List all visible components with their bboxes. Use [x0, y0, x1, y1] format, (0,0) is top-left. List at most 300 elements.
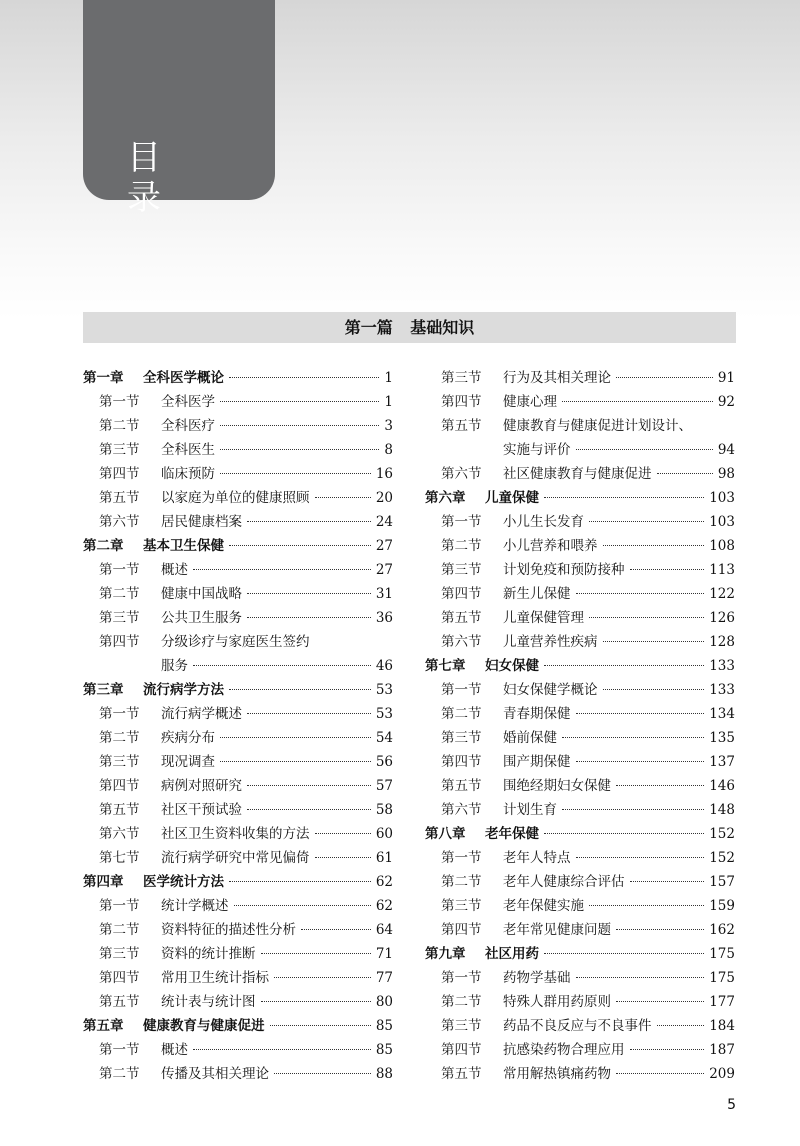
toc-entry-page: 134 — [709, 706, 735, 722]
toc-entry-page: 152 — [709, 826, 735, 842]
toc-entry-number: 第三节 — [99, 442, 140, 458]
toc-section-entry[interactable] — [83, 582, 393, 606]
toc-entry-title: 以家庭为单位的健康照顾 — [161, 490, 310, 506]
toc-entry-title: 社区干预试验 — [161, 802, 242, 818]
toc-entry-title: 全科医学 — [161, 394, 215, 410]
toc-section-entry[interactable] — [425, 1014, 735, 1038]
dot-leader — [544, 665, 704, 666]
toc-entry-number: 第八章 — [425, 826, 466, 842]
dot-leader — [562, 401, 713, 402]
toc-section-entry[interactable] — [83, 894, 393, 918]
toc-entry-title: 实施与评价 — [503, 442, 571, 458]
toc-entry-number: 第二节 — [99, 922, 140, 938]
toc-entry-title: 常用解热镇痛药物 — [503, 1066, 611, 1082]
toc-entry-number: 第五节 — [99, 490, 140, 506]
toc-entry-title: 统计表与统计图 — [161, 994, 256, 1010]
dot-leader — [247, 617, 371, 618]
dot-leader — [616, 1001, 704, 1002]
toc-entry-title: 妇女保健学概论 — [503, 682, 598, 698]
toc-section-entry[interactable] — [83, 606, 393, 630]
toc-chapter-entry[interactable] — [83, 534, 393, 558]
dot-leader — [630, 569, 705, 570]
dot-leader — [630, 881, 705, 882]
page-number: 5 — [727, 1097, 736, 1113]
toc-entry-number: 第四节 — [99, 778, 140, 794]
toc-entry-number: 第三节 — [441, 562, 482, 578]
toc-entry-page: 175 — [709, 970, 735, 986]
dot-leader — [247, 593, 371, 594]
toc-entry-title: 青春期保健 — [503, 706, 571, 722]
toc-entry-number: 第一节 — [99, 1042, 140, 1058]
toc-section-entry[interactable] — [425, 678, 735, 702]
dot-leader — [562, 809, 704, 810]
dot-leader — [603, 545, 705, 546]
toc-entry-number: 第三节 — [99, 946, 140, 962]
toc-entry-page: 148 — [709, 802, 735, 818]
toc-section-entry[interactable] — [425, 870, 735, 894]
toc-entry-page: 62 — [375, 874, 393, 890]
toc-entry-page: 126 — [709, 610, 735, 626]
toc-entry-page: 27 — [375, 562, 393, 578]
toc-entry-number: 第四节 — [99, 466, 140, 482]
toc-section-entry[interactable] — [425, 846, 735, 870]
toc-entry-number: 第一章 — [83, 370, 124, 386]
toc-entry-number: 第六节 — [99, 826, 140, 842]
toc-entry-title: 概述 — [161, 1042, 188, 1058]
toc-entry-number: 第六节 — [441, 802, 482, 818]
toc-section-entry[interactable] — [83, 438, 393, 462]
toc-section-entry[interactable] — [425, 558, 735, 582]
toc-entry-page: 187 — [709, 1042, 735, 1058]
dot-leader — [603, 689, 705, 690]
dot-leader — [544, 497, 704, 498]
toc-section-entry[interactable] — [83, 942, 393, 966]
toc-section-entry[interactable] — [425, 390, 735, 414]
toc-entry-number: 第二节 — [441, 994, 482, 1010]
dot-leader — [229, 545, 371, 546]
dot-leader — [234, 905, 371, 906]
toc-entry-page: 162 — [709, 922, 735, 938]
toc-entry-title: 健康教育与健康促进 — [143, 1018, 265, 1034]
toc-entry-title: 药品不良反应与不良事件 — [503, 1018, 652, 1034]
toc-entry-number: 第三节 — [99, 754, 140, 770]
toc-entry-page: 157 — [709, 874, 735, 890]
dot-leader — [616, 929, 704, 930]
toc-section-entry[interactable] — [83, 750, 393, 774]
toc-entry-page: 58 — [375, 802, 393, 818]
toc-entry-title: 社区用药 — [485, 946, 539, 962]
toc-entry-title: 儿童保健 — [485, 490, 539, 506]
toc-entry-title: 健康中国战略 — [161, 586, 242, 602]
toc-entry-title: 健康心理 — [503, 394, 557, 410]
toc-entry-number: 第三章 — [83, 682, 124, 698]
toc-entry-title: 老年人健康综合评估 — [503, 874, 625, 890]
toc-entry-title: 分级诊疗与家庭医生签约 — [161, 634, 310, 650]
toc-entry-page: 53 — [375, 706, 393, 722]
toc-section-entry[interactable] — [425, 726, 735, 750]
dot-leader — [315, 497, 371, 498]
toc-entry-page: 77 — [375, 970, 393, 986]
toc-section-entry[interactable] — [425, 798, 735, 822]
toc-section-entry[interactable] — [425, 966, 735, 990]
toc-entry-title: 老年常见健康问题 — [503, 922, 611, 938]
toc-entry-title: 儿童保健管理 — [503, 610, 584, 626]
toc-entry-number: 第四节 — [441, 922, 482, 938]
toc-entry-page: 31 — [375, 586, 393, 602]
toc-chapter-entry[interactable] — [83, 366, 393, 390]
dot-leader — [657, 473, 713, 474]
toc-entry-number: 第二节 — [441, 706, 482, 722]
toc-right-column — [425, 366, 735, 1086]
toc-section-entry[interactable] — [83, 510, 393, 534]
toc-entry-page: 60 — [375, 826, 393, 842]
toc-section-entry[interactable] — [425, 990, 735, 1014]
toc-entry-page: 71 — [375, 946, 393, 962]
toc-entry-page: 64 — [375, 922, 393, 938]
toc-entry-number: 第五节 — [441, 610, 482, 626]
toc-entry-page: 122 — [709, 586, 735, 602]
toc-section-entry[interactable] — [83, 558, 393, 582]
toc-entry-number: 第五节 — [441, 418, 482, 434]
toc-section-entry[interactable] — [425, 1062, 735, 1086]
toc-section-entry[interactable] — [425, 702, 735, 726]
dot-leader — [576, 761, 705, 762]
toc-section-entry[interactable] — [83, 486, 393, 510]
toc-section-entry[interactable] — [425, 918, 735, 942]
toc-entry-title: 病例对照研究 — [161, 778, 242, 794]
toc-entry-title: 资料特征的描述性分析 — [161, 922, 296, 938]
toc-entry-page: 85 — [375, 1042, 393, 1058]
toc-section-entry[interactable] — [83, 414, 393, 438]
toc-entry-page: 1 — [384, 394, 393, 410]
toc-entry-page: 56 — [375, 754, 393, 770]
dot-leader — [315, 857, 371, 858]
toc-entry-page: 27 — [375, 538, 393, 554]
toc-entry-number: 第二节 — [441, 874, 482, 890]
dot-leader — [616, 1073, 704, 1074]
toc-entry-number: 第二节 — [99, 730, 140, 746]
toc-entry-page: 108 — [709, 538, 735, 554]
toc-entry-title: 计划免疫和预防接种 — [503, 562, 625, 578]
toc-entry-title: 围产期保健 — [503, 754, 571, 770]
toc-entry-title: 基本卫生保健 — [143, 538, 224, 554]
toc-entry-page: 135 — [709, 730, 735, 746]
dot-leader — [616, 785, 704, 786]
toc-entry-number: 第四章 — [83, 874, 124, 890]
toc-chapter-entry[interactable] — [83, 678, 393, 702]
toc-entry-title: 药物学基础 — [503, 970, 571, 986]
toc-entry-page: 152 — [709, 850, 735, 866]
toc-entry-number: 第六节 — [99, 514, 140, 530]
toc-entry-page: 62 — [375, 898, 393, 914]
dot-leader — [576, 857, 705, 858]
toc-entry-number: 第五节 — [441, 778, 482, 794]
toc-entry-title: 疾病分布 — [161, 730, 215, 746]
toc-entry-page: 24 — [375, 514, 393, 530]
dot-leader — [220, 737, 371, 738]
toc-entry-page: 16 — [375, 466, 393, 482]
toc-entry-title: 概述 — [161, 562, 188, 578]
dot-leader — [301, 929, 371, 930]
toc-entry-number: 第四节 — [441, 394, 482, 410]
toc-entry-number: 第一节 — [99, 706, 140, 722]
toc-entry-page: 1 — [384, 370, 393, 386]
dot-leader — [576, 593, 705, 594]
toc-entry-number: 第五节 — [99, 994, 140, 1010]
toc-entry-number: 第四节 — [441, 754, 482, 770]
toc-entry-title: 全科医生 — [161, 442, 215, 458]
toc-entry-title: 资料的统计推断 — [161, 946, 256, 962]
toc-entry-title: 社区健康教育与健康促进 — [503, 466, 652, 482]
part-heading: 第一篇 基础知识 — [83, 312, 736, 343]
toc-section-entry[interactable] — [425, 582, 735, 606]
dot-leader — [247, 809, 371, 810]
dot-leader — [576, 977, 705, 978]
dot-leader — [576, 449, 713, 450]
toc-entry-number: 第一节 — [441, 682, 482, 698]
toc-section-entry[interactable] — [425, 630, 735, 654]
toc-section-entry[interactable] — [425, 438, 735, 462]
dot-leader — [220, 401, 379, 402]
toc-title-tab — [83, 0, 275, 218]
toc-entry-page: 92 — [717, 394, 735, 410]
toc-entry-number: 第一节 — [99, 562, 140, 578]
toc-entry-title: 老年保健 — [485, 826, 539, 842]
toc-section-entry[interactable] — [83, 390, 393, 414]
toc-section-entry[interactable] — [83, 702, 393, 726]
dot-leader — [229, 881, 371, 882]
toc-entry-title: 健康教育与健康促进计划设计、 — [503, 418, 692, 434]
toc-entry-page: 209 — [709, 1066, 735, 1082]
toc-section-entry[interactable] — [83, 726, 393, 750]
toc-entry-title: 居民健康档案 — [161, 514, 242, 530]
toc-entry-title: 全科医疗 — [161, 418, 215, 434]
toc-entry-number: 第四节 — [441, 1042, 482, 1058]
toc-section-entry[interactable] — [83, 774, 393, 798]
toc-entry-number: 第二节 — [99, 1066, 140, 1082]
toc-entry-page: 137 — [709, 754, 735, 770]
toc-entry-number: 第七节 — [99, 850, 140, 866]
toc-entry-number: 第二章 — [83, 538, 124, 554]
toc-entry-title: 公共卫生服务 — [161, 610, 242, 626]
dot-leader — [657, 1025, 705, 1026]
toc-section-entry[interactable] — [83, 822, 393, 846]
dot-leader — [630, 1049, 705, 1050]
dot-leader — [220, 449, 379, 450]
toc-entry-page: 46 — [375, 658, 393, 674]
toc-entry-title: 妇女保健 — [485, 658, 539, 674]
toc-entry-title: 常用卫生统计指标 — [161, 970, 269, 986]
toc-entry-number: 第四节 — [99, 970, 140, 986]
toc-entry-number: 第一节 — [441, 850, 482, 866]
dot-leader — [261, 953, 371, 954]
toc-section-entry[interactable] — [425, 510, 735, 534]
toc-section-entry[interactable] — [83, 966, 393, 990]
dot-leader — [261, 1001, 371, 1002]
toc-entry-page: 8 — [384, 442, 393, 458]
dot-leader — [562, 737, 704, 738]
toc-section-entry[interactable] — [425, 894, 735, 918]
toc-entry-title: 小儿营养和喂养 — [503, 538, 598, 554]
toc-entry-number: 第一节 — [441, 514, 482, 530]
toc-entry-number: 第一节 — [441, 970, 482, 986]
toc-entry-page: 94 — [717, 442, 735, 458]
toc-entry-page: 133 — [709, 682, 735, 698]
dot-leader — [544, 953, 704, 954]
toc-chapter-entry[interactable] — [425, 486, 735, 510]
toc-section-entry[interactable] — [425, 366, 735, 390]
toc-entry-title: 流行病学概述 — [161, 706, 242, 722]
toc-entry-page: 80 — [375, 994, 393, 1010]
toc-entry-number: 第三节 — [441, 898, 482, 914]
toc-entry-page: 88 — [375, 1066, 393, 1082]
toc-section-entry[interactable] — [83, 654, 393, 678]
toc-section-entry[interactable] — [425, 1038, 735, 1062]
toc-section-entry[interactable] — [425, 606, 735, 630]
toc-entry-page: 113 — [709, 562, 735, 578]
dot-leader — [315, 833, 371, 834]
dot-leader — [544, 833, 704, 834]
toc-entry-page: 177 — [709, 994, 735, 1010]
toc-entry-page: 175 — [709, 946, 735, 962]
toc-entry-page: 103 — [709, 514, 735, 530]
toc-entry-number: 第三节 — [441, 370, 482, 386]
dot-leader — [274, 1073, 371, 1074]
toc-entry-page: 184 — [709, 1018, 735, 1034]
dot-leader — [270, 1025, 371, 1026]
toc-chapter-entry[interactable] — [425, 942, 735, 966]
toc-entry-page: 146 — [709, 778, 735, 794]
dot-leader — [589, 617, 704, 618]
toc-left-column — [83, 366, 393, 1086]
toc-entry-page: 61 — [375, 850, 393, 866]
toc-entry-number: 第二节 — [99, 418, 140, 434]
dot-leader — [220, 425, 379, 426]
toc-entry-title: 行为及其相关理论 — [503, 370, 611, 386]
toc-section-entry[interactable] — [425, 462, 735, 486]
toc-entry-title: 抗感染药物合理应用 — [503, 1042, 625, 1058]
toc-entry-title: 传播及其相关理论 — [161, 1066, 269, 1082]
dot-leader — [589, 521, 704, 522]
dot-leader — [220, 761, 371, 762]
toc-entry-page: 57 — [375, 778, 393, 794]
toc-entry-number: 第二节 — [441, 538, 482, 554]
toc-entry-page: 98 — [717, 466, 735, 482]
toc-section-entry[interactable] — [425, 774, 735, 798]
toc-entry-number: 第三节 — [441, 1018, 482, 1034]
toc-entry-title: 特殊人群用药原则 — [503, 994, 611, 1010]
toc-entry-title: 服务 — [161, 658, 188, 674]
toc-entry-number: 第四节 — [441, 586, 482, 602]
toc-entry-number: 第六章 — [425, 490, 466, 506]
toc-entry-page: 128 — [709, 634, 735, 650]
dot-leader — [247, 785, 371, 786]
toc-entry-number: 第四节 — [99, 634, 140, 650]
toc-entry-number: 第三节 — [99, 610, 140, 626]
toc-entry-page: 36 — [375, 610, 393, 626]
toc-entry-number: 第二节 — [99, 586, 140, 602]
dot-leader — [616, 377, 713, 378]
dot-leader — [229, 377, 379, 378]
toc-section-entry[interactable] — [425, 414, 735, 438]
toc-entry-number: 第五节 — [99, 802, 140, 818]
toc-entry-number: 第六节 — [441, 634, 482, 650]
toc-section-entry[interactable] — [83, 462, 393, 486]
toc-entry-number: 第九章 — [425, 946, 466, 962]
toc-entry-title: 儿童营养性疾病 — [503, 634, 598, 650]
toc-entry-page: 3 — [384, 418, 393, 434]
dot-leader — [220, 473, 371, 474]
toc-entry-page: 85 — [375, 1018, 393, 1034]
toc-section-entry[interactable] — [83, 990, 393, 1014]
toc-entry-page: 54 — [375, 730, 393, 746]
toc-section-entry[interactable] — [83, 798, 393, 822]
toc-chapter-entry[interactable] — [83, 870, 393, 894]
toc-entry-title: 医学统计方法 — [143, 874, 224, 890]
toc-chapter-entry[interactable] — [425, 822, 735, 846]
toc-entry-number: 第一节 — [99, 898, 140, 914]
toc-entry-title: 流行病学方法 — [143, 682, 224, 698]
toc-entry-title: 全科医学概论 — [143, 370, 224, 386]
toc-section-entry[interactable] — [83, 918, 393, 942]
toc-section-entry[interactable] — [425, 750, 735, 774]
toc-entry-title: 老年保健实施 — [503, 898, 584, 914]
toc-entry-number: 第五节 — [441, 1066, 482, 1082]
toc-chapter-entry[interactable] — [83, 1014, 393, 1038]
toc-entry-title: 社区卫生资料收集的方法 — [161, 826, 310, 842]
toc-entry-page: 53 — [375, 682, 393, 698]
dot-leader — [589, 905, 704, 906]
dot-leader — [247, 521, 371, 522]
toc-section-entry[interactable] — [425, 534, 735, 558]
toc-entry-page: 133 — [709, 658, 735, 674]
toc-entry-number: 第五章 — [83, 1018, 124, 1034]
toc-section-entry[interactable] — [83, 1038, 393, 1062]
toc-entry-number: 第三节 — [441, 730, 482, 746]
toc-entry-title: 婚前保健 — [503, 730, 557, 746]
dot-leader — [274, 977, 371, 978]
toc-entry-title: 流行病学研究中常见偏倚 — [161, 850, 310, 866]
dot-leader — [193, 1049, 371, 1050]
dot-leader — [193, 569, 371, 570]
toc-entry-title: 统计学概述 — [161, 898, 229, 914]
toc-entry-page: 103 — [709, 490, 735, 506]
toc-entry-number: 第一节 — [99, 394, 140, 410]
toc-entry-title: 小儿生长发育 — [503, 514, 584, 530]
toc-title: 目 录 — [127, 138, 189, 218]
toc-entry-page: 91 — [717, 370, 735, 386]
toc-entry-title: 临床预防 — [161, 466, 215, 482]
toc-entry-number: 第七章 — [425, 658, 466, 674]
toc-entry-title: 老年人特点 — [503, 850, 571, 866]
toc-entry-title: 新生儿保健 — [503, 586, 571, 602]
toc-entry-page: 20 — [375, 490, 393, 506]
dot-leader — [247, 713, 371, 714]
dot-leader — [193, 665, 371, 666]
toc-entry-page: 159 — [709, 898, 735, 914]
dot-leader — [603, 641, 705, 642]
toc-section-entry[interactable] — [83, 630, 393, 654]
dot-leader — [576, 713, 705, 714]
toc-entry-title: 计划生育 — [503, 802, 557, 818]
toc-entry-title: 围绝经期妇女保健 — [503, 778, 611, 794]
toc-chapter-entry[interactable] — [425, 654, 735, 678]
toc-section-entry[interactable] — [83, 1062, 393, 1086]
toc-entry-number: 第六节 — [441, 466, 482, 482]
dot-leader — [229, 689, 371, 690]
toc-section-entry[interactable] — [83, 846, 393, 870]
toc-entry-title: 现况调查 — [161, 754, 215, 770]
